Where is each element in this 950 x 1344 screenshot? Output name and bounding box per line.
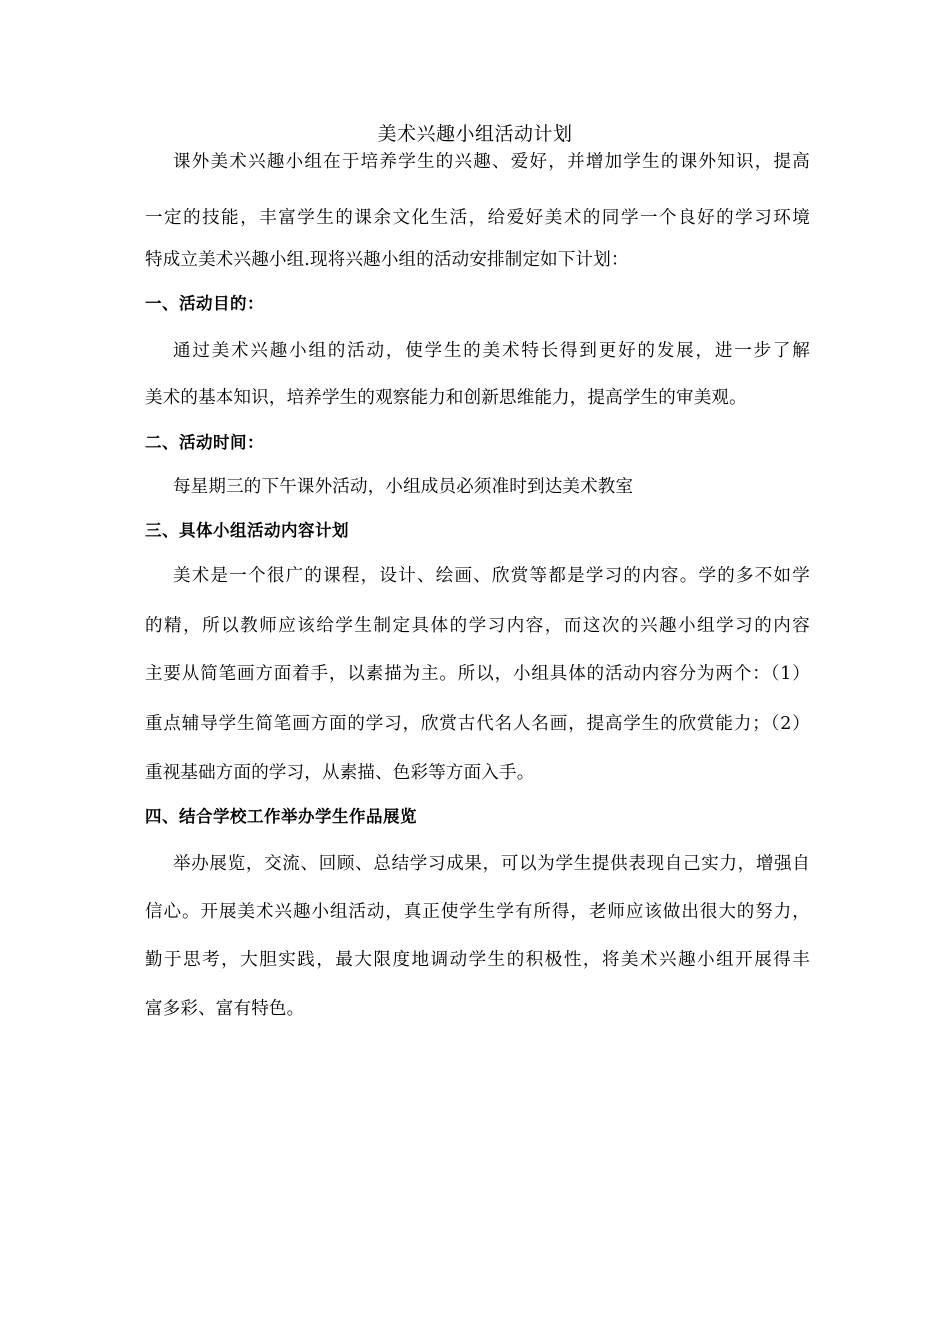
section-3-line-2: 的精，所以教师应该给学生制定具体的学习内容，而这次的兴趣小组学习的内容 — [145, 616, 810, 636]
section-4-heading: 四、结合学校工作举办学生作品展览 — [145, 807, 417, 826]
section-2-line-1: 每星期三的下午课外活动，小组成员必须准时到达美术教室 — [173, 477, 634, 497]
section-1-line-2: 美术的基本知识，培养学生的观察能力和创新思维能力，提高学生的审美观。 — [145, 388, 747, 408]
intro-line-1: 课外美术兴趣小组在于培养学生的兴趣、爱好，并增加学生的课外知识，提高 — [173, 152, 810, 172]
section-3-line-5: 重视基础方面的学习，从素描、色彩等方面入手。 — [145, 763, 535, 783]
section-4-line-4: 富多彩、富有特色。 — [145, 999, 305, 1019]
section-1-heading: 一、活动目的： — [145, 294, 264, 313]
section-2-heading: 二、活动时间： — [145, 433, 264, 452]
section-1-line-1: 通过美术兴趣小组的活动，使学生的美术特长得到更好的发展，进一步了解 — [173, 341, 810, 361]
section-4-line-1: 举办展览，交流、回顾、总结学习成果，可以为学生提供表现自己实力，增强自 — [173, 854, 810, 874]
intro-line-3: 特成立美术兴趣小组.现将兴趣小组的活动安排制定如下计划： — [145, 250, 629, 270]
section-4-line-3: 勤于思考，大胆实践，最大限度地调动学生的积极性，将美术兴趣小组开展得丰 — [145, 950, 810, 970]
section-4-line-2: 信心。开展美术兴趣小组活动，真正使学生学有所得，老师应该做出很大的努力， — [145, 902, 810, 922]
document-title: 美术兴趣小组活动计划 — [377, 123, 573, 145]
section-3-line-4: 重点辅导学生简笔画方面的学习，欣赏古代名人名画，提高学生的欣赏能力；（2） — [145, 714, 810, 734]
intro-line-2: 一定的技能，丰富学生的课余文化生活，给爱好美术的同学一个良好的学习环境 — [145, 208, 810, 228]
section-3-line-3: 主要从简笔画方面着手，以素描为主。所以，小组具体的活动内容分为两个：（1） — [145, 664, 810, 684]
section-3-heading: 三、具体小组活动内容计划 — [145, 521, 349, 540]
section-3-line-1: 美术是一个很广的课程，设计、绘画、欣赏等都是学习的内容。学的多不如学 — [173, 566, 810, 586]
